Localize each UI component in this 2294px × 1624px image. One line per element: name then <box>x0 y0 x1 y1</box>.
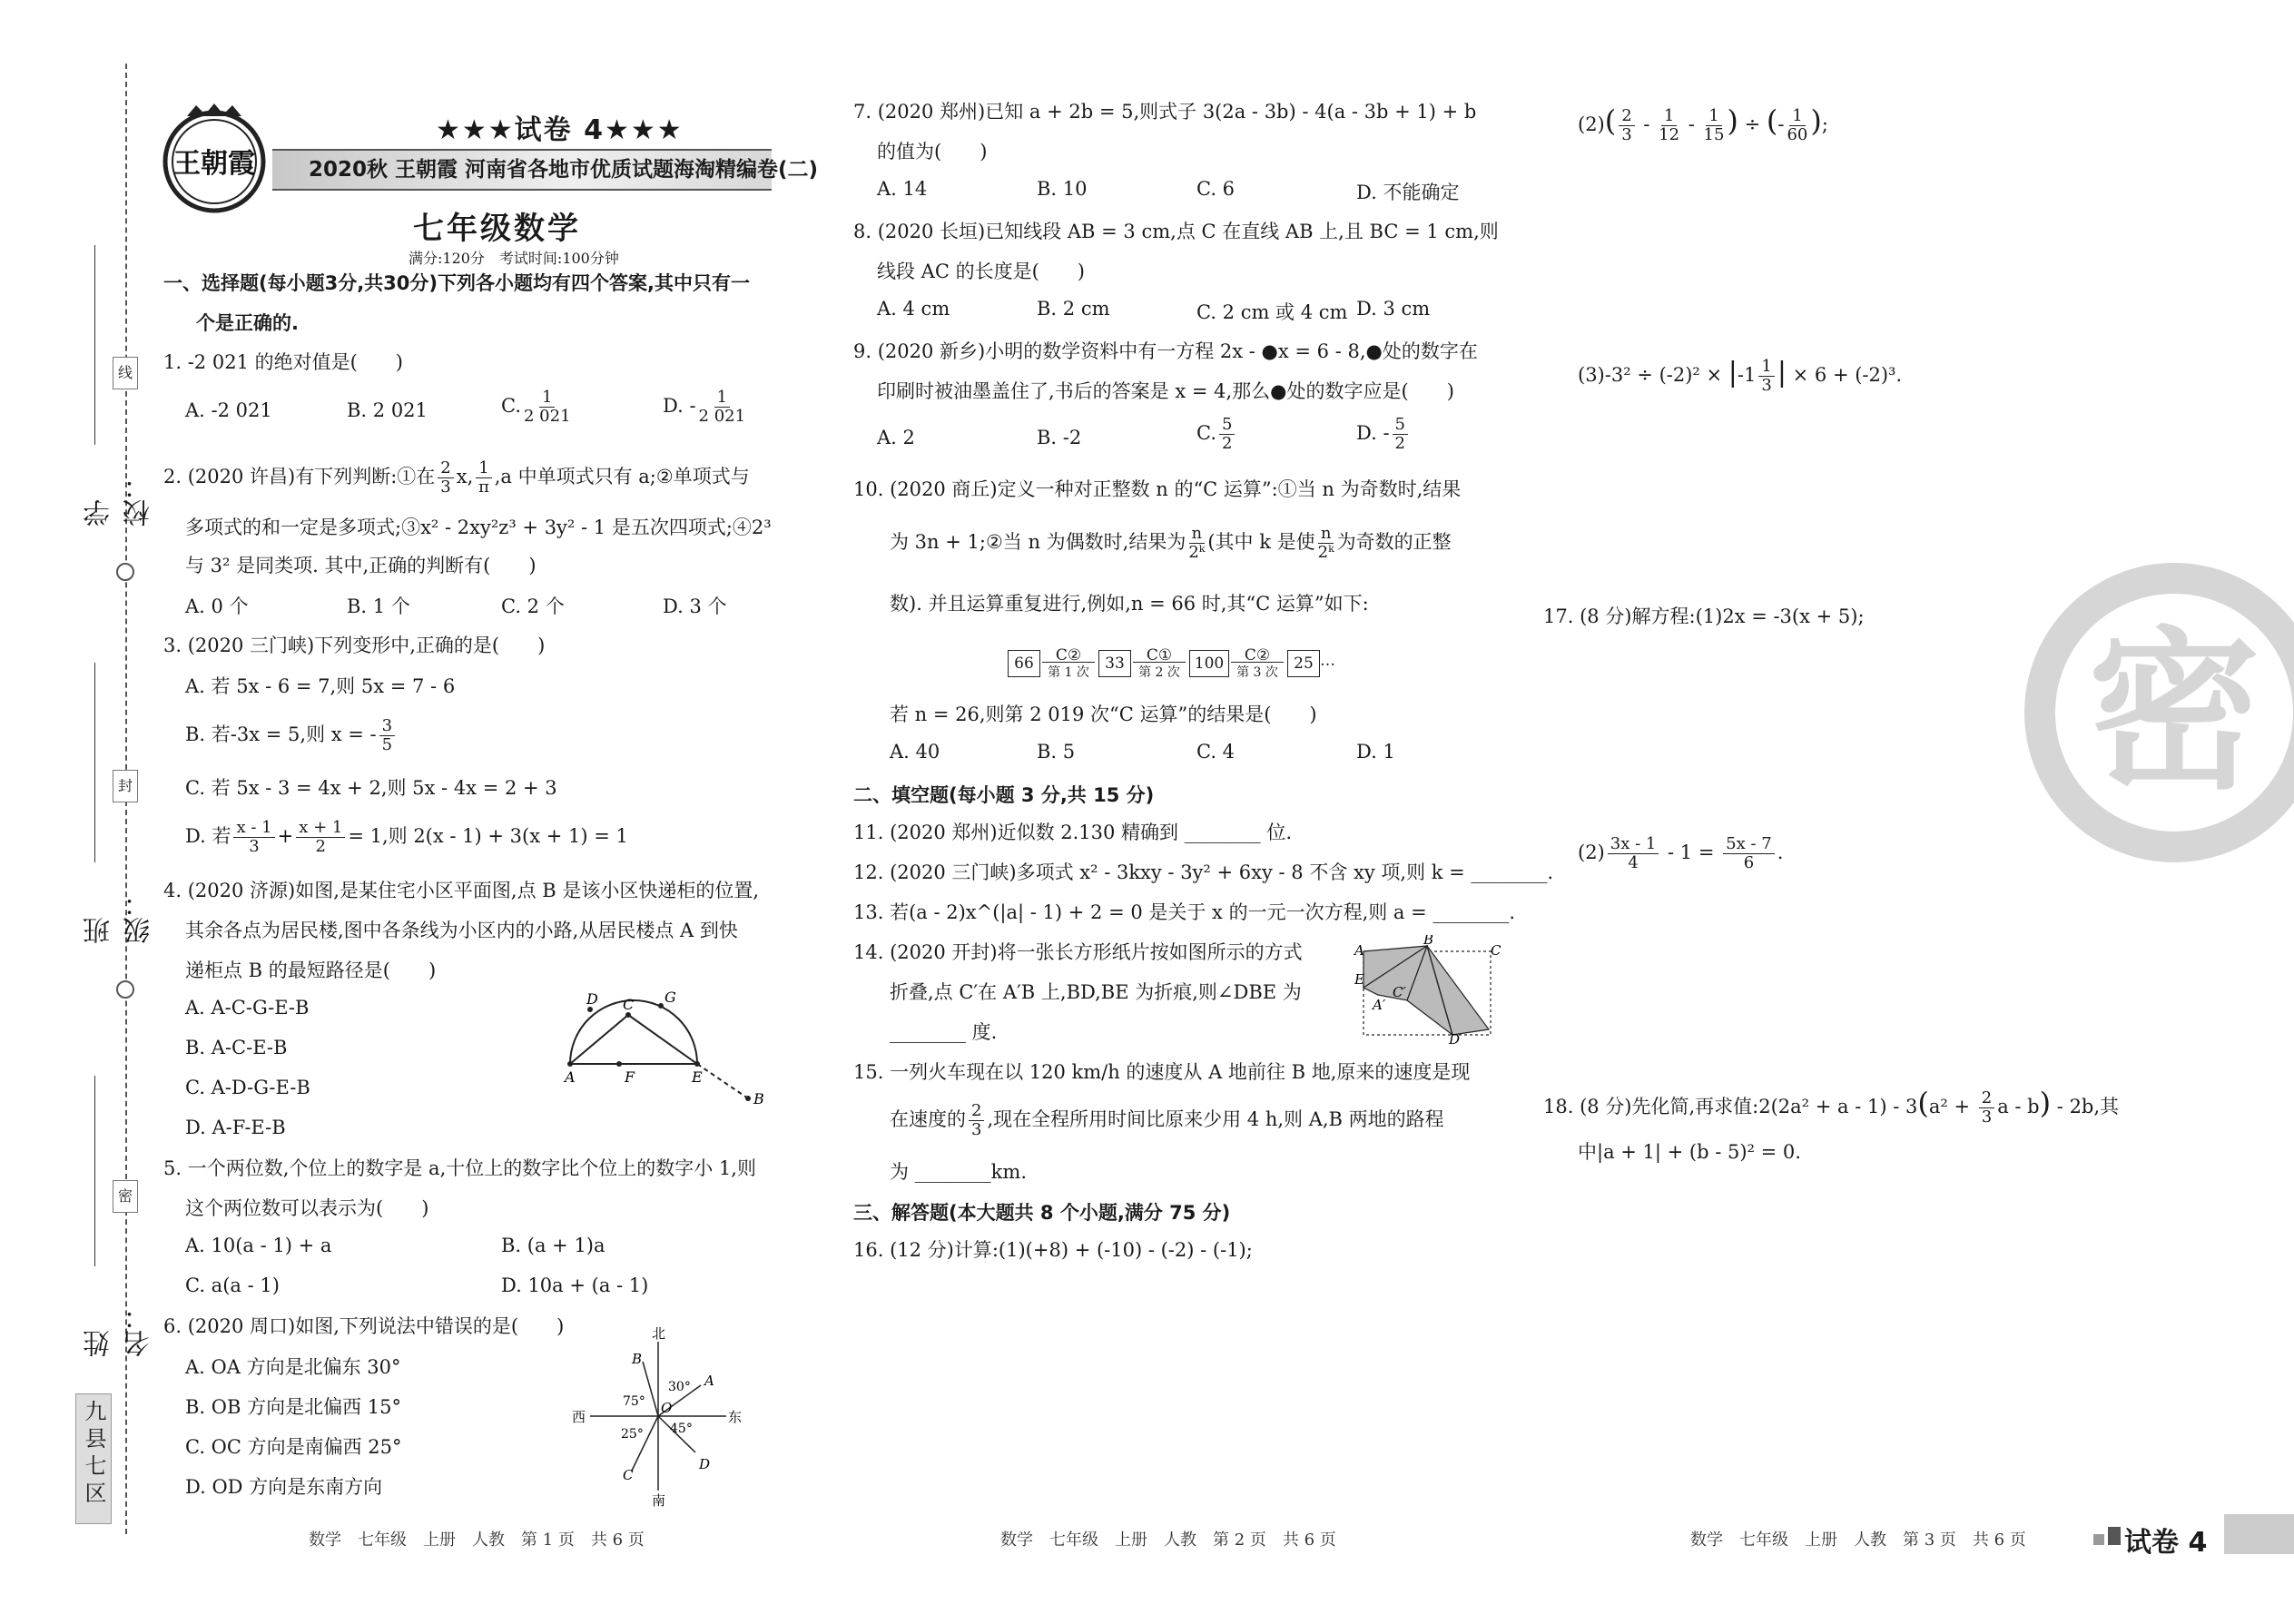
q1-option-b[interactable]: B. 2 021 <box>347 399 428 421</box>
q4-option-b[interactable]: B. A-C-E-B <box>185 1037 288 1058</box>
q14-line1: 14. (2020 开封)将一张长方形纸片按如图所示的方式 <box>853 941 1303 963</box>
q8-line2: 线段 AC 的长度是( ) <box>877 261 1085 282</box>
q10-option-a[interactable]: A. 40 <box>890 741 940 763</box>
q2-option-c[interactable]: C. 2 个 <box>501 595 565 617</box>
chain-box-4: 25 <box>1287 650 1320 677</box>
q9-option-b[interactable]: B. -2 <box>1037 427 1082 448</box>
q8-option-a[interactable]: A. 4 cm <box>877 298 950 320</box>
svg-text:A: A <box>565 1068 576 1086</box>
q10-option-b[interactable]: B. 5 <box>1037 741 1076 763</box>
q16-part3: (3)-3² ÷ (-2)² × |-1 $\frac{1}{3}$ | × 6 + (-2)³. <box>1578 357 1903 395</box>
section-1-title-cont: 个是正确的. <box>196 312 299 334</box>
q4-option-d[interactable]: D. A-F-E-B <box>185 1117 286 1138</box>
q5-option-d[interactable]: D. 10a + (a - 1) <box>501 1275 649 1296</box>
q18-line1: 18. (8 分)先化简,再求值:2(2a² + a - 1) - 3(a² + $\frac{2}{3}$ a - b) - 2b,其 <box>1543 1086 2120 1127</box>
q11[interactable]: 11. (2020 郑州)近似数 2.130 精确到 ________ 位. <box>853 822 1293 843</box>
svg-text:D: D <box>1449 1031 1461 1044</box>
q7-option-d[interactable]: D. 不能确定 <box>1356 182 1460 203</box>
q3-option-a[interactable]: A. 若 5x - 6 = 7,则 5x = 7 - 6 <box>185 675 456 697</box>
svg-text:北: 北 <box>652 1325 666 1342</box>
q12[interactable]: 12. (2020 三门峡)多项式 x² - 3kxy - 3y² + 6xy - 8 不含 xy 项,则 k = ________. <box>853 861 1554 883</box>
seal-char-3: 密 <box>113 1180 138 1213</box>
q9-option-c[interactable]: C. $\frac{5}{2}$ <box>1196 416 1237 453</box>
q9-option-d[interactable]: D. - $\frac{5}{2}$ <box>1356 416 1411 453</box>
q5-option-b[interactable]: B. (a + 1)a <box>501 1235 605 1256</box>
q1-stem: 1. -2 021 的绝对值是( ) <box>163 351 403 373</box>
q15-line1: 15. 一列火车现在以 120 km/h 的速度从 A 地前往 B 地,原来的速度是现 <box>853 1061 1471 1083</box>
svg-text:西: 西 <box>572 1409 586 1425</box>
region-tag: 九县七区 <box>75 1393 112 1524</box>
q3-stem: 3. (2020 三门峡)下列变形中,正确的是( ) <box>163 635 546 656</box>
svg-text:A: A <box>704 1373 714 1389</box>
q4-line3: 递柜点 B 的最短路径是( ) <box>185 960 437 981</box>
q10-line1: 10. (2020 商丘)定义一种对正整数 n 的“C 运算”:①当 n 为奇数时,结果 <box>853 478 1462 500</box>
subject-title: 七年级数学 <box>413 211 581 247</box>
q2-line2: 多项式的和一定是多项式;③x² - 2xy²z³ + 3y² - 1 是五次四项式;④2³ <box>185 517 772 538</box>
q7-option-c[interactable]: C. 6 <box>1196 178 1236 200</box>
svg-text:南: 南 <box>652 1492 666 1507</box>
confidential-seal-watermark: 密 <box>2024 563 2294 862</box>
q2-line1: 2. (2020 许昌)有下列判断:①在 $\frac{2}{3}$ x, $\frac{1}{\pi}$ ,a 中单项式只有 a;②单项式与 <box>163 458 750 497</box>
q9-option-a[interactable]: A. 2 <box>877 427 915 448</box>
q2-option-a[interactable]: A. 0 个 <box>185 595 249 617</box>
q2-option-b[interactable]: B. 1 个 <box>347 595 410 617</box>
q10-option-d[interactable]: D. 1 <box>1356 741 1395 763</box>
svg-text:G: G <box>665 989 676 1006</box>
section-2-title: 二、填空题(每小题 3 分,共 15 分) <box>853 784 1155 806</box>
class-field[interactable]: 班级： <box>82 663 109 944</box>
q16-part1: 16. (12 分)计算:(1)(+8) + (-10) - (-2) - (-1); <box>853 1239 1253 1261</box>
chain-box-1: 66 <box>1008 650 1040 677</box>
q14-line2: 折叠,点 C′在 A′B 上,BD,BE 为折痕,则∠DBE 为 <box>890 981 1302 1003</box>
svg-text:C: C <box>1491 942 1501 959</box>
q5-option-c[interactable]: C. a(a - 1) <box>185 1275 280 1296</box>
q9-line2: 印刷时被油墨盖住了,书后的答案是 x = 4,那么●处的数字应是( ) <box>877 380 1454 402</box>
q6-option-d[interactable]: D. OD 方向是东南方向 <box>185 1476 383 1498</box>
q4-option-a[interactable]: A. A-C-G-E-B <box>185 997 310 1019</box>
q4-line1: 4. (2020 济源)如图,是某住宅小区平面图,点 B 是该小区快递柜的位置, <box>163 880 760 901</box>
q10-line2: 为 3n + 1;②当 n 为偶数时,结果为 $\frac{n}{\text{2ᵏ}}$ (其中 k 是使 $\frac{n}{\text{2ᵏ}}$ 为奇数的正整 <box>890 524 1452 562</box>
binding-hole-icon <box>116 980 134 999</box>
q3-option-d[interactable]: D. 若 $\frac{x - 1}{3}$ + $\frac{x + 1}{2}$ = 1,则 2(x - 1) + 3(x + 1) = 1 <box>185 818 628 856</box>
q8-line1: 8. (2020 长垣)已知线段 AB = 3 cm,点 C 在直线 AB 上,且 BC = 1 cm,则 <box>853 221 1499 242</box>
svg-text:C: C <box>623 1467 634 1483</box>
q1-option-d[interactable]: D. - $\frac{1}{2 021}$ <box>663 388 746 426</box>
q15-line3[interactable]: 为 ________km. <box>890 1161 1027 1183</box>
svg-text:O: O <box>661 1400 673 1416</box>
q2-option-d[interactable]: D. 3 个 <box>663 595 727 617</box>
publisher-logo <box>156 102 272 218</box>
svg-text:王朝霞: 王朝霞 <box>173 148 255 180</box>
svg-text:B: B <box>1423 935 1434 948</box>
q6-option-c[interactable]: C. OC 方向是南偏西 25° <box>185 1436 402 1458</box>
q6-compass-figure <box>572 1325 744 1507</box>
q10-line4: 若 n = 26,则第 2 019 次“C 运算”的结果是( ) <box>890 704 1317 725</box>
q6-stem: 6. (2020 周口)如图,下列说法中错误的是( ) <box>163 1315 565 1337</box>
svg-text:F: F <box>625 1068 635 1086</box>
svg-text:C′: C′ <box>1393 984 1406 1000</box>
seal-char-1: 线 <box>113 357 138 389</box>
section-1-title: 一、选择题(每小题3分,共30分)下列各小题均有四个答案,其中只有一 <box>163 272 750 294</box>
q5-line1: 5. 一个两位数,个位上的数字是 a,十位上的数字比个位上的数字小 1,则 <box>163 1157 756 1179</box>
footer-page-3: 数学 七年级 上册 人教 第 3 页 共 6 页 <box>1690 1530 2026 1550</box>
svg-text:A′: A′ <box>1373 997 1386 1013</box>
q10-line3: 数). 并且运算重复进行,例如,n = 66 时,其“C 运算”如下: <box>890 593 1369 615</box>
svg-text:75°: 75° <box>623 1394 645 1409</box>
q7-option-a[interactable]: A. 14 <box>877 178 928 200</box>
footer-page-1: 数学 七年级 上册 人教 第 1 页 共 6 页 <box>309 1530 645 1550</box>
paper-number: ★★★试卷 4★★★ <box>436 114 684 146</box>
q8-option-b[interactable]: B. 2 cm <box>1037 298 1110 320</box>
section-3-title: 三、解答题(本大题共 8 个小题,满分 75 分) <box>853 1202 1231 1224</box>
q18-line2: 中|a + 1| + (b - 5)² = 0. <box>1578 1141 1801 1163</box>
school-field[interactable]: 学校： <box>82 245 109 527</box>
q16-part2: (2)( $\frac{2}{3}$ - $\frac{1}{12}$ - $\frac{1}{15}$ ) ÷ (- $\frac{1}{60}$ ); <box>1578 103 1828 144</box>
chain-box-2: 33 <box>1098 650 1131 677</box>
q1-option-a[interactable]: A. -2 021 <box>185 399 272 421</box>
q15-line2: 在速度的 $\frac{2}{3}$ ,现在全程所用时间比原来少用 4 h,则 A,B 两地的路程 <box>890 1101 1444 1139</box>
q7-line1: 7. (2020 郑州)已知 a + 2b = 5,则式子 3(2a - 3b) - 4(a - 3b + 1) + b <box>853 101 1477 123</box>
svg-text:E: E <box>692 1068 703 1086</box>
footer-page-2: 数学 七年级 上册 人教 第 2 页 共 6 页 <box>1000 1530 1336 1550</box>
q10-operation-chain: 66 C② 第 1 次 33 C① 第 2 次 100 C② 第 3 次 25 … <box>1008 646 1371 686</box>
svg-text:E: E <box>1354 971 1364 988</box>
seal-char-2: 封 <box>113 770 138 802</box>
q17-part1: 17. (8 分)解方程:(1)2x = -3(x + 5); <box>1543 605 1865 627</box>
binding-strip <box>0 0 155 1624</box>
binding-hole-icon <box>116 563 134 581</box>
q14-line3[interactable]: ________ 度. <box>890 1021 998 1043</box>
svg-text:A: A <box>1354 942 1364 959</box>
q4-map-figure <box>554 989 772 1107</box>
svg-text:C: C <box>623 996 635 1013</box>
svg-text:D: D <box>699 1456 711 1472</box>
svg-text:D: D <box>586 990 598 1008</box>
q6-option-a[interactable]: A. OA 方向是北偏东 30° <box>185 1356 401 1378</box>
svg-text:30°: 30° <box>668 1380 691 1394</box>
svg-text:东: 东 <box>728 1409 743 1425</box>
chain-box-3: 100 <box>1189 650 1229 677</box>
q5-option-a[interactable]: A. 10(a - 1) + a <box>185 1235 332 1256</box>
q3-option-b[interactable]: B. 若-3x = 5,则 x = - $\frac{3}{5}$ <box>185 717 398 754</box>
q6-option-b[interactable]: B. OB 方向是北偏西 15° <box>185 1396 402 1418</box>
svg-text:B: B <box>632 1351 643 1367</box>
q8-option-c[interactable]: C. 2 cm 或 4 cm <box>1196 301 1348 323</box>
q17-part2: (2) $\frac{3x - 1}{4}$ - 1 = $\frac{5x - 7}{6}$ . <box>1578 834 1784 872</box>
q8-option-d[interactable]: D. 3 cm <box>1356 298 1431 320</box>
q9-line1: 9. (2020 新乡)小明的数学资料中有一方程 2x - ●x = 6 - 8,●处的数字在 <box>853 340 1478 362</box>
q4-line2: 其余各点为居民楼,图中各条线为小区内的小路,从居民楼点 A 到快 <box>185 920 738 941</box>
q7-option-b[interactable]: B. 10 <box>1037 178 1088 200</box>
q5-line2: 这个两位数可以表示为( ) <box>185 1197 429 1219</box>
series-banner: 2020秋 王朝霞 河南省各地市优质试题海淘精编卷(二) <box>272 149 772 191</box>
q1-option-c[interactable]: C. $\frac{1}{2 021}$ <box>501 388 571 426</box>
svg-text:B: B <box>753 1090 764 1107</box>
q2-line3: 与 3² 是同类项. 其中,正确的判断有( ) <box>185 555 537 576</box>
q7-line2: 的值为( ) <box>877 141 988 162</box>
q4-option-c[interactable]: C. A-D-G-E-B <box>185 1077 310 1098</box>
svg-text:45°: 45° <box>670 1422 693 1436</box>
q14-fold-figure <box>1353 935 1507 1044</box>
q10-option-c[interactable]: C. 4 <box>1196 741 1236 763</box>
name-field[interactable]: 姓名： <box>82 1076 109 1357</box>
footer-corner-tag: 试卷 4 <box>2088 1514 2294 1554</box>
q13[interactable]: 13. 若(a - 2)x^(|a| - 1) + 2 = 0 是关于 x 的一元一次方程,则 a = ________. <box>853 901 1516 923</box>
q3-option-c[interactable]: C. 若 5x - 3 = 4x + 2,则 5x - 4x = 2 + 3 <box>185 777 557 799</box>
exam-info: 满分:120分 考试时间:100分钟 <box>409 250 619 267</box>
svg-text:25°: 25° <box>621 1427 644 1442</box>
